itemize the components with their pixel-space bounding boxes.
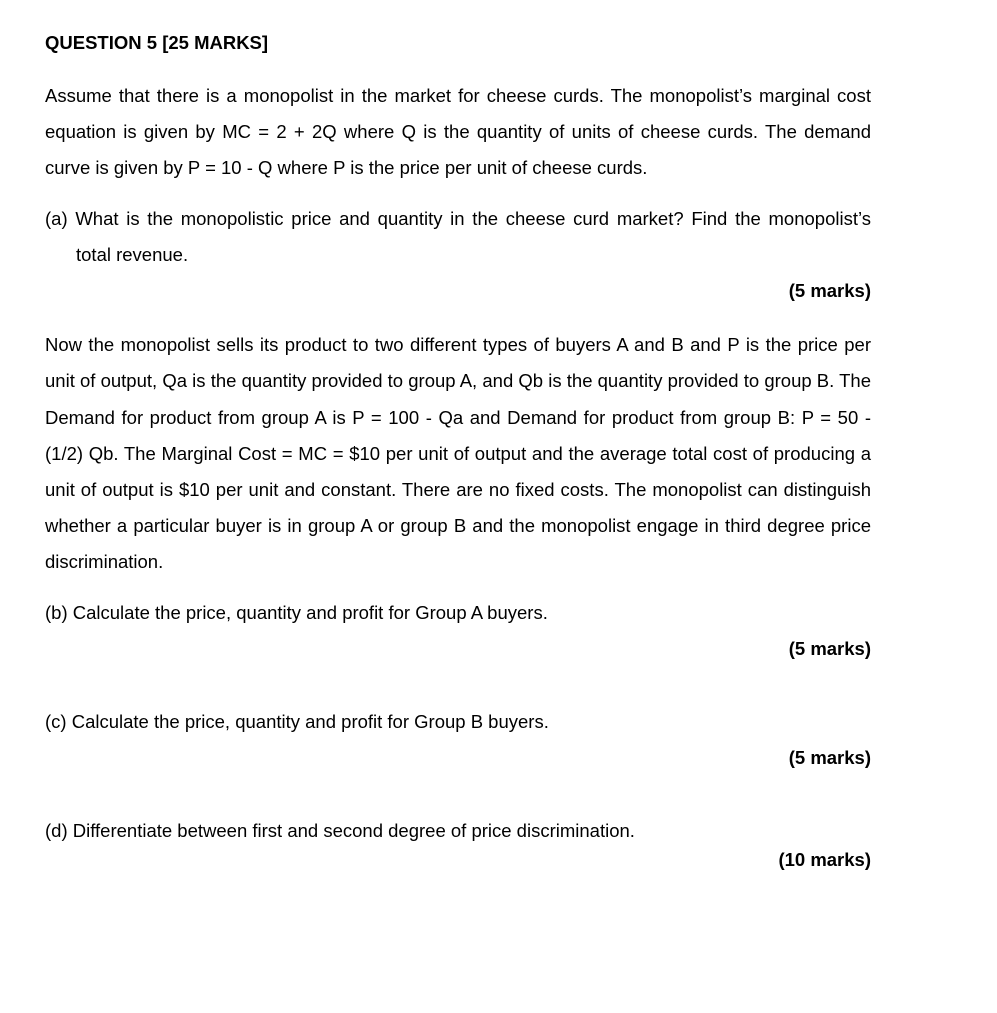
part-c-marks: (5 marks) [788, 747, 871, 769]
part-b-marks: (5 marks) [788, 637, 871, 659]
scenario-paragraph: Now the monopolist sells its product to two different types of buyers A and B and P is the price per unit of output, Qa is the quantity provided to group A, and Qb is the quantity provided to group B. The Demand for product from group A is P = 100 - Qa and Demand for product from group B: P = 50 - (1/2) Qb. The Marginal Cost = MC = $10 per unit of output and the average total cost of producing a unit of output is $10 per unit and constant. There are no fixed costs. The monopolist can distinguish whether a particular buyer is in group A or group B and the monopolist engage in third degree price discrimination. [45, 334, 871, 573]
part-a-marks: (5 marks) [788, 280, 871, 302]
part-d-question: (d) Differentiate between first and second degree of price discrimination. [45, 820, 635, 842]
part-a-question: (a) What is the monopolistic price and quantity in the cheese curd market? Find the monopolist’s total revenue. [45, 207, 871, 265]
question-document [45, 30, 871, 878]
question-heading: QUESTION 5 [25 MARKS] [45, 32, 269, 53]
intro-paragraph: Assume that there is a monopolist in the market for cheese curds. The monopolist’s marginal cost equation is given by MC = 2 + 2Q where Q is the quantity of units of cheese curds. The demand curve is given by P = 10 - Q where P is the price per unit of cheese curds. [45, 85, 871, 179]
part-c-question: (c) Calculate the price, quantity and profit for Group B buyers. [45, 711, 549, 733]
part-b-question: (b) Calculate the price, quantity and profit for Group A buyers. [45, 601, 548, 623]
part-d-marks: (10 marks) [778, 848, 871, 870]
